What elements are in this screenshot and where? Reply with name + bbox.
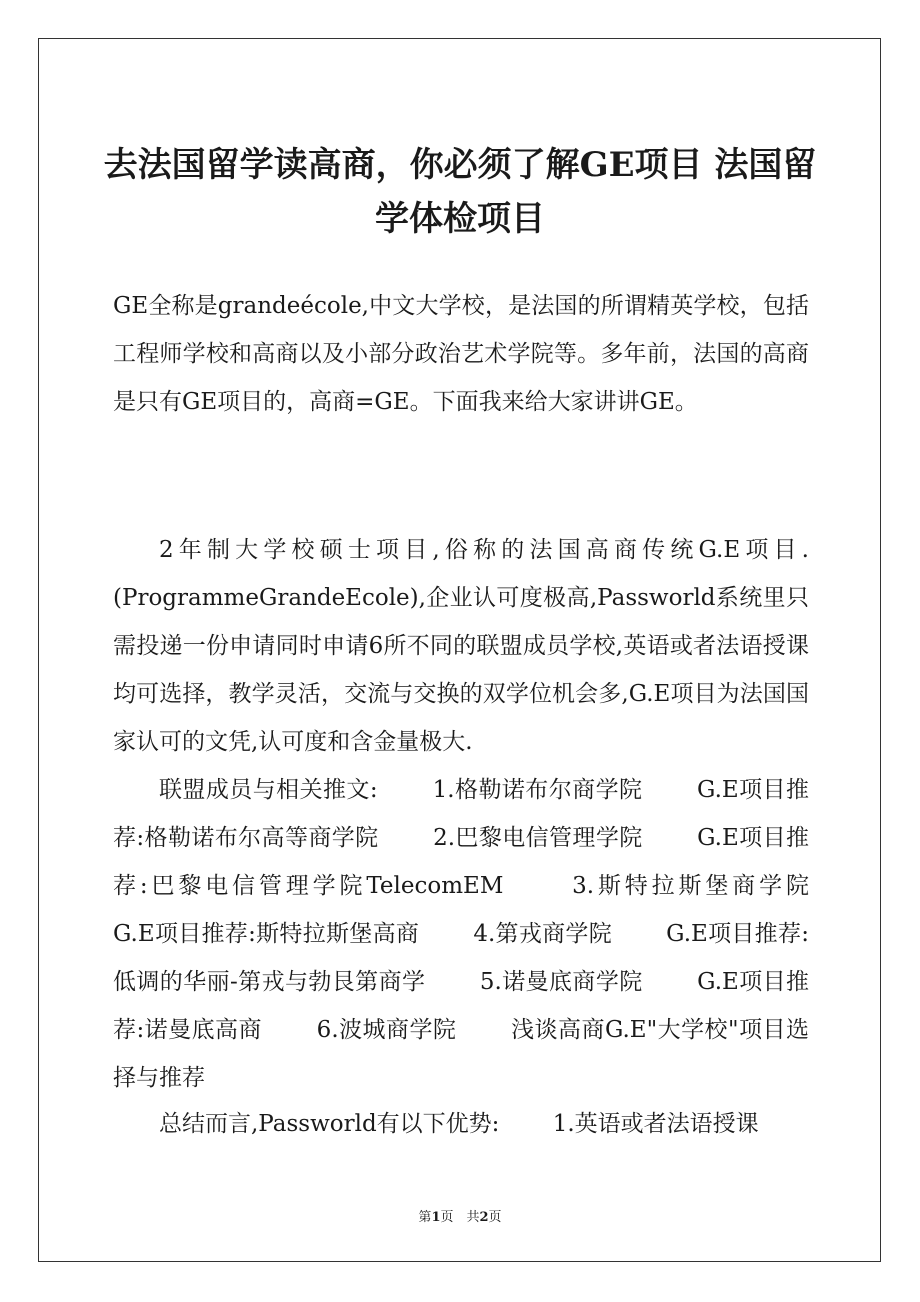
footer-suffix: 页 [488,1210,502,1225]
paragraph-intro: GE全称是grandeécole,中文大学校，是法国的所谓精英学校，包括工程师学校和高商以及小部分政治艺术学院等。多年前，法国的高商是只有GE项目的，高商=GE。下面我来给大家讲讲GE。 [113,293,809,415]
paragraph-program: 2年制大学校硕士项目,俗称的法国高商传统G.E项目.(ProgrammeGrandeEcole),企业认可度极高,Passworld系统里只需投递一份申请同时申请6所不同的联盟成员学校,英语或者法语授课均可选择，教学灵活，交流与交换的双学位机会多,G.E项目为法国国家认可的文凭,认可度和含金量极大. [113,537,809,755]
paragraph-members: 联盟成员与相关推文: 1.格勒诺布尔商学院 G.E项目推荐:格勒诺布尔高等商学院 2.巴黎电信管理学院 G.E项目推荐:巴黎电信管理学院TelecomEM 3.斯特拉斯堡商学院 G.E项目推荐:斯特拉斯堡高商 4.第戎商学院 G.E项目推荐:低调的华丽-第戎与勃艮第商学 5.诺曼底商学院 G.E项目推荐:诺曼底高商 6.波城商学院 浅谈高商G.E"大学校"项目选择与推荐 [113,777,863,1091]
page-footer [0,1206,920,1225]
footer-page-number: 1 [431,1210,441,1225]
footer-page-total: 2 [479,1210,489,1225]
paragraph-summary: 总结而言,Passworld有以下优势: 1.英语或者法语授课 [159,1111,759,1137]
footer-mid: 页 共 [440,1210,480,1225]
document-title: 去法国留学读高商，你必须了解GE项目 法国留学体检项目 [103,145,817,239]
footer-prefix: 第 [418,1210,432,1225]
